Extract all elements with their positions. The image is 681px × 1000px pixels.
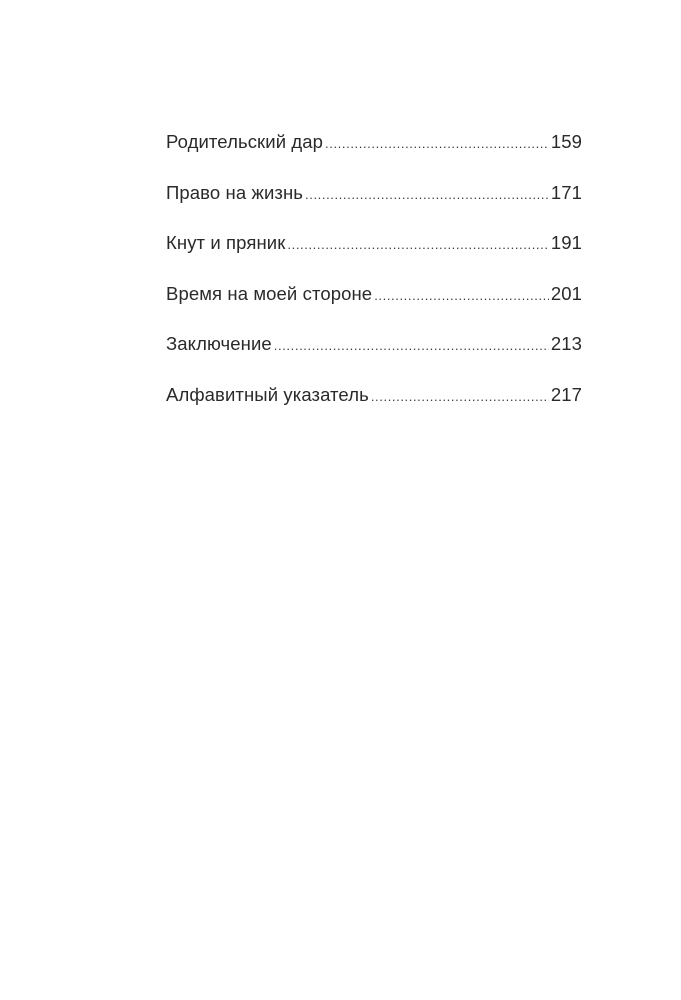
toc-entry-page: 213 (550, 333, 582, 355)
toc-entry (166, 283, 582, 334)
toc-entry (166, 333, 582, 384)
toc-dot-leader (371, 389, 549, 404)
toc-entry (166, 182, 582, 233)
toc-entry-page: 217 (550, 383, 582, 405)
toc-entry-page: 201 (550, 282, 582, 304)
toc-dot-leader (274, 338, 549, 353)
toc-entry-page: 191 (550, 232, 582, 254)
toc-entry-page: 171 (550, 181, 582, 203)
toc-entry (166, 131, 582, 182)
toc-entry-page: 159 (550, 131, 582, 152)
toc-dot-leader (325, 136, 549, 151)
toc-dot-leader (374, 288, 549, 303)
toc-entry-title: Право на жизнь (166, 181, 304, 203)
toc-entry (166, 232, 582, 283)
toc-dot-leader (287, 237, 548, 252)
toc-entry-title: Родительский дар (166, 131, 324, 152)
toc-entry-title: Алфавитный указатель (166, 383, 369, 405)
toc-entry-title: Кнут и пряник (166, 232, 286, 254)
toc-dot-leader (305, 187, 549, 202)
toc-entry-title: Время на моей стороне (166, 282, 373, 304)
toc-entry (166, 384, 582, 435)
toc-entry-title: Заключение (166, 333, 272, 355)
table-of-contents (166, 131, 582, 435)
